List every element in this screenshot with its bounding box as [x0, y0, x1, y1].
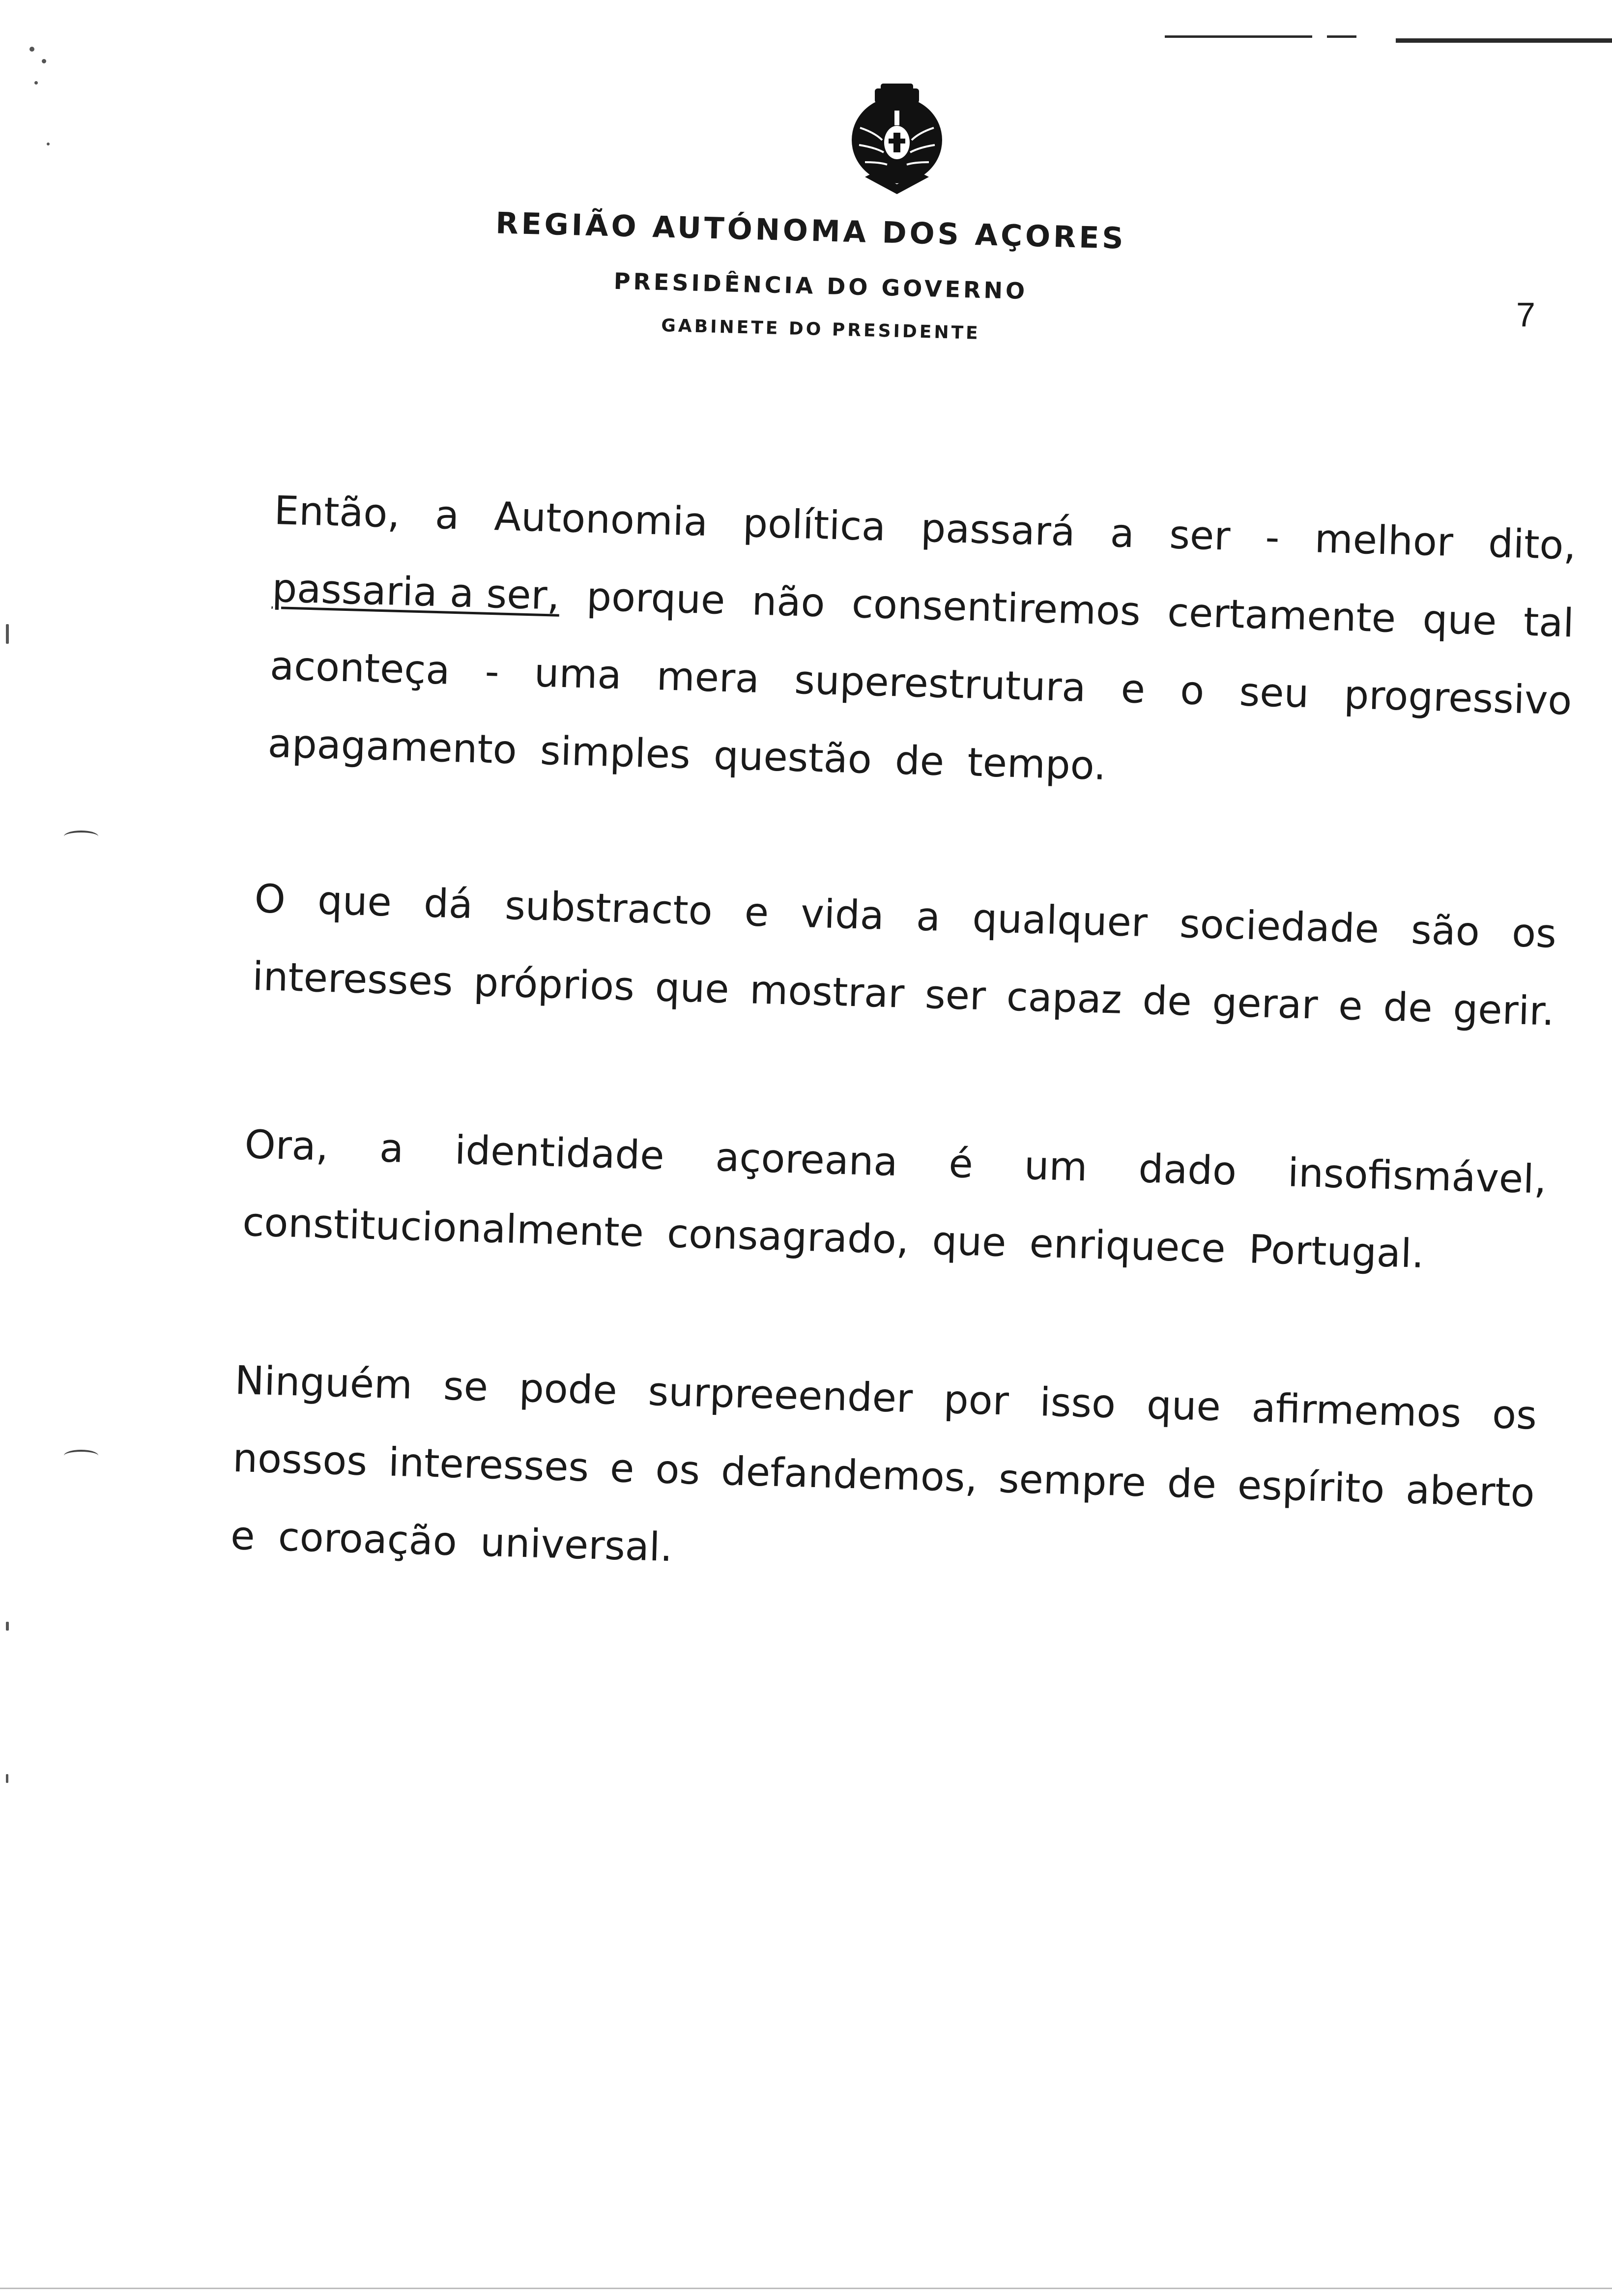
word: passará [920, 505, 1076, 555]
paragraph-3 [241, 1106, 1548, 1296]
word: substracto [504, 882, 713, 934]
word: melhor [1314, 516, 1454, 565]
word: a [1109, 510, 1135, 557]
word: qualquer [972, 895, 1149, 946]
word: ser [924, 971, 987, 1019]
word: que [654, 964, 730, 1012]
word: constitucionalmente [242, 1199, 645, 1256]
word: próprios [473, 959, 635, 1009]
word: um [1023, 1142, 1088, 1190]
word: por [943, 1377, 1009, 1424]
word: isso [1039, 1379, 1117, 1427]
word: se [442, 1363, 489, 1410]
word: certamente [1167, 589, 1397, 641]
word: Ninguém [234, 1357, 413, 1408]
letterhead-cabinet: GABINETE DO PRESIDENTE [661, 316, 981, 344]
word: os [1511, 910, 1557, 957]
word: a [915, 893, 941, 940]
word: que [931, 1217, 1007, 1265]
word: política [742, 500, 887, 550]
word: porque [586, 574, 726, 623]
word: não [751, 578, 826, 626]
word: açoreana [715, 1134, 898, 1185]
word: insofismável, [1287, 1149, 1548, 1203]
word: progressivo [1343, 672, 1573, 724]
word: nossos [232, 1435, 368, 1485]
word: Ora, [244, 1121, 329, 1170]
letterhead-presidency: PRESIDÊNCIA DO GOVERNO [613, 267, 1028, 305]
word: e [230, 1512, 256, 1559]
word: que [1422, 596, 1497, 644]
word: e [609, 1445, 635, 1492]
word: mera [656, 653, 760, 702]
word: Então, [273, 487, 401, 537]
word: afirmemos [1251, 1384, 1462, 1436]
word: de [894, 737, 945, 785]
paragraph-4 [230, 1342, 1538, 1610]
word: a [378, 1125, 404, 1172]
word: dito, [1487, 520, 1577, 569]
word: vida [800, 890, 885, 939]
word: sempre [998, 1456, 1147, 1506]
word: a [434, 491, 460, 539]
word: de [1142, 977, 1192, 1025]
underlined-phrase: passaria a ser, [271, 565, 561, 619]
word: e [1338, 982, 1363, 1030]
word: e [744, 889, 770, 936]
word: de [1166, 1460, 1217, 1508]
word: aberto [1405, 1466, 1535, 1516]
word: tempo. [967, 739, 1107, 789]
word: e [1120, 665, 1146, 713]
paragraph-2 [251, 860, 1557, 1051]
word: ser [1169, 512, 1231, 559]
word: surpreeender [647, 1368, 914, 1422]
letterhead-region-title: REGIÃO AUTÓNOMA DOS AÇORES [495, 206, 1127, 256]
page-number: 7 [1516, 295, 1535, 334]
word: pode [518, 1365, 618, 1414]
word: interesses [252, 953, 454, 1004]
word: são [1410, 907, 1481, 955]
word: gerir. [1452, 986, 1555, 1034]
word: os [1492, 1391, 1538, 1438]
word: capaz [1006, 974, 1123, 1023]
word: apagamento [267, 720, 518, 773]
word: - [484, 648, 500, 695]
word: gerar [1211, 979, 1319, 1028]
word: identidade [454, 1127, 665, 1179]
word: - [1265, 514, 1280, 561]
word: que [1146, 1382, 1222, 1430]
word: defandemos, [720, 1448, 979, 1501]
word: consentiremos [851, 580, 1141, 634]
word: mostrar [749, 967, 905, 1017]
word: superestrutura [794, 657, 1087, 711]
word: que [317, 877, 393, 925]
word: de [1382, 984, 1433, 1031]
word: aconteça [269, 642, 451, 693]
word: enriquece [1029, 1220, 1226, 1272]
word: consagrado, [666, 1210, 910, 1263]
paragraph-1 [267, 472, 1577, 817]
word: dá [423, 880, 474, 927]
word: os [655, 1446, 701, 1493]
word: dado [1138, 1146, 1238, 1194]
word: tal [1523, 599, 1575, 646]
word: coroação [277, 1514, 458, 1565]
word: questão [713, 732, 873, 783]
word: O [254, 875, 287, 922]
word: seu [1238, 669, 1310, 717]
word: é [948, 1140, 974, 1187]
word: interesses [387, 1439, 590, 1491]
word: espírito [1237, 1462, 1385, 1512]
word: Autonomia [493, 493, 709, 545]
word: o [1180, 667, 1205, 714]
word: simples [539, 727, 691, 778]
word: universal. [479, 1519, 673, 1571]
word: Portugal. [1248, 1226, 1425, 1277]
word: uma [533, 650, 622, 698]
word: sociedade [1179, 900, 1380, 952]
